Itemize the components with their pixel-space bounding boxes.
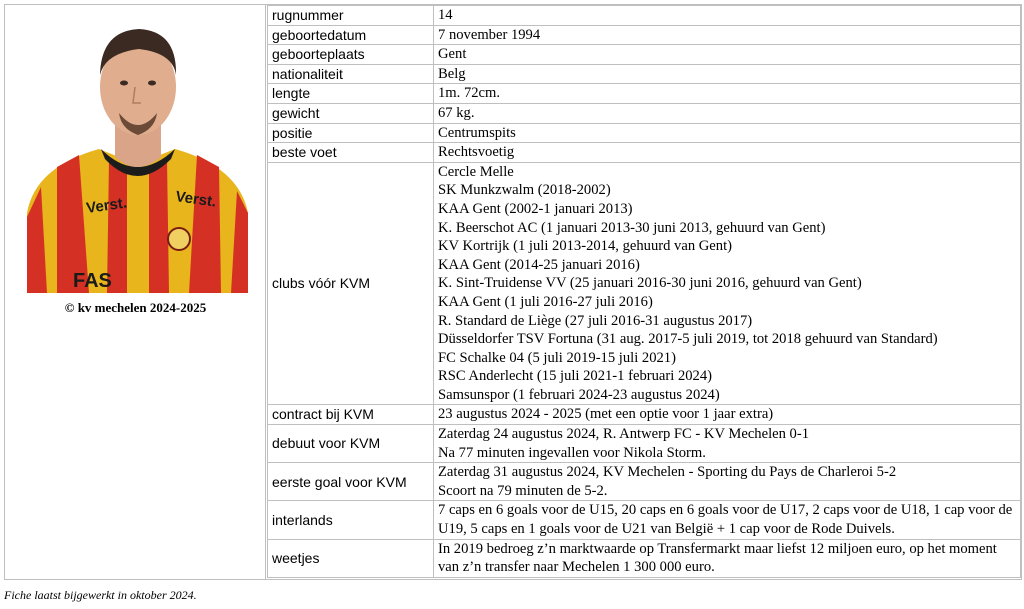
table-row	[268, 463, 1021, 501]
field-label: geboorteplaats	[268, 45, 434, 65]
field-value	[434, 64, 1021, 84]
club-line: R. Standard de Liège (27 juli 2016-31 augustus 2017)	[438, 312, 753, 329]
club-line: KAA Gent (2014-25 januari 2016)	[438, 256, 640, 273]
value-line: 1m. 72cm.	[438, 85, 501, 102]
table-row	[268, 45, 1021, 65]
table-row	[268, 6, 1021, 26]
field-value	[434, 103, 1021, 123]
table-row	[268, 143, 1021, 163]
photo-caption: © kv mechelen 2024-2025	[64, 300, 207, 315]
player-fiche	[4, 4, 1022, 580]
table-row	[268, 64, 1021, 84]
value-line: Gent	[438, 46, 467, 63]
field-value	[434, 84, 1021, 104]
table-row	[268, 123, 1021, 143]
field-label: nationaliteit	[268, 64, 434, 84]
field-label: beste voet	[268, 143, 434, 163]
player-photo	[27, 17, 248, 293]
field-label: eerste goal voor KVM	[268, 463, 434, 501]
value-line: Rechtsvoetig	[438, 144, 515, 161]
sponsor-text-left: Verst.	[85, 194, 129, 217]
field-value	[434, 405, 1021, 425]
table-row	[268, 103, 1021, 123]
value-line: 67 kg.	[438, 104, 475, 121]
table-row	[268, 405, 1021, 425]
field-label: geboortedatum	[268, 25, 434, 45]
value-line: Zaterdag 24 augustus 2024, R. Antwerp FC - KV Mechelen 0-1	[438, 426, 810, 443]
field-value	[434, 501, 1021, 539]
field-label: weetjes	[268, 539, 434, 577]
club-line: Samsunspor (1 februari 2024-23 augustus 2024)	[438, 386, 720, 403]
table-row	[268, 425, 1021, 463]
club-line: KAA Gent (1 juli 2016-27 juli 2016)	[438, 293, 653, 310]
field-value	[434, 123, 1021, 143]
info-table	[267, 5, 1021, 578]
field-value	[434, 6, 1021, 26]
sponsor-text-right: Verst.	[174, 188, 218, 211]
table-row	[268, 162, 1021, 405]
club-line: K. Sint-Truidense VV (25 januari 2016-30 juni 2016, gehuurd van Gent)	[438, 275, 862, 292]
value-line: Na 77 minuten ingevallen voor Nikola Storm.	[438, 444, 706, 461]
value-line: Belg	[438, 65, 466, 82]
sponsor-text-bottom: FAS	[73, 270, 112, 292]
field-label: interlands	[268, 501, 434, 539]
value-text: In 2019 bedroeg z’n marktwaarde op Transfermarkt maar liefst 12 miljoen euro, op het moment van z’n transfer naar Mechelen 1 300 000 euro.	[438, 540, 997, 576]
field-label: contract bij KVM	[268, 405, 434, 425]
table-row	[268, 25, 1021, 45]
footer-note: Fiche laatst bijgewerkt in oktober 2024.	[4, 588, 197, 602]
club-line: KAA Gent (2002-1 januari 2013)	[438, 200, 633, 217]
field-label: positie	[268, 123, 434, 143]
table-row	[268, 501, 1021, 539]
field-label: debuut voor KVM	[268, 425, 434, 463]
club-line: Cercle Melle	[438, 163, 514, 180]
table-row	[268, 539, 1021, 577]
club-line: RSC Anderlecht (15 juli 2021-1 februari 2024)	[438, 368, 712, 385]
value-line: Scoort na 79 minuten de 5-2.	[438, 482, 608, 499]
field-value	[434, 25, 1021, 45]
value-line: 7 november 1994	[438, 26, 541, 43]
field-value	[434, 143, 1021, 163]
club-line: FC Schalke 04 (5 juli 2019-15 juli 2021)	[438, 349, 676, 366]
club-line: SK Munkzwalm (2018-2002)	[438, 182, 611, 199]
value-line: 23 augustus 2024 - 2025 (met een optie voor 1 jaar extra)	[438, 406, 774, 423]
table-row	[268, 84, 1021, 104]
field-label: clubs vóór KVM	[268, 162, 434, 405]
field-value	[434, 162, 1021, 405]
field-label: lengte	[268, 84, 434, 104]
field-value	[434, 425, 1021, 463]
club-line: Düsseldorfer TSV Fortuna (31 aug. 2017-5 juli 2019, tot 2018 gehuurd van Standard)	[438, 331, 938, 348]
field-value	[434, 45, 1021, 65]
value-line: Centrumspits	[438, 124, 516, 141]
club-line: KV Kortrijk (1 juli 2013-2014, gehuurd van Gent)	[438, 238, 732, 255]
field-label: gewicht	[268, 103, 434, 123]
field-value	[434, 539, 1021, 577]
value-line: 14	[438, 7, 453, 23]
field-value	[434, 463, 1021, 501]
value-line: Zaterdag 31 augustus 2024, KV Mechelen - Sporting du Pays de Charleroi 5-2	[438, 464, 897, 481]
value-text: 7 caps en 6 goals voor de U15, 20 caps en 6 goals voor de U17, 2 caps voor de U18, 1 cap voor de U19, 5 caps en 1 goals voor de U21 van België + 1 cap voor de Rode Duivels.	[438, 502, 1013, 538]
club-line: K. Beerschot AC (1 januari 2013-30 juni 2013, gehuurd van Gent)	[438, 219, 826, 236]
photo-cell	[5, 5, 266, 579]
field-label: rugnummer	[268, 6, 434, 26]
